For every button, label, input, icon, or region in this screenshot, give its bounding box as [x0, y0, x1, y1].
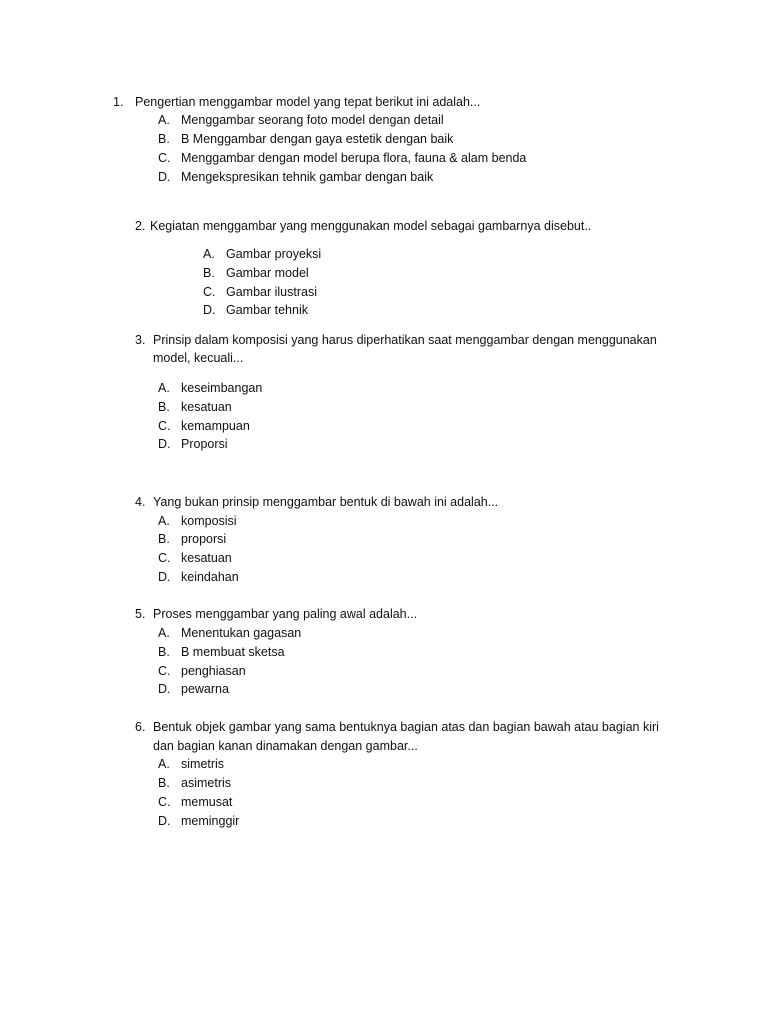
- option-letter: A.: [203, 247, 215, 261]
- option-letter: D.: [158, 814, 171, 828]
- option-text: keseimbangan: [181, 381, 263, 395]
- option-text: komposisi: [181, 514, 237, 528]
- option-text: Gambar ilustrasi: [226, 285, 317, 299]
- question-text: Prinsip dalam komposisi yang harus diperhatikan saat menggambar dengan menggunakan: [153, 333, 657, 347]
- question-text: Proses menggambar yang paling awal adalah...: [153, 607, 418, 621]
- option-text: Menentukan gagasan: [181, 626, 302, 640]
- question-number: 3.: [135, 333, 146, 347]
- option-letter: B.: [203, 266, 215, 280]
- question-number: 1.: [113, 95, 124, 109]
- option-letter: B.: [158, 645, 170, 659]
- option-letter: A.: [158, 381, 170, 395]
- option-letter: C.: [158, 795, 171, 809]
- question-number: 5.: [135, 607, 146, 621]
- option-letter: C.: [158, 419, 171, 433]
- option-text: asimetris: [181, 776, 232, 790]
- option-letter: A.: [158, 113, 170, 127]
- option-letter: D.: [203, 303, 216, 317]
- option-text: B membuat sketsa: [181, 645, 285, 659]
- option-letter: D.: [158, 570, 171, 584]
- option-text: Gambar tehnik: [226, 303, 308, 317]
- question-number: 2.: [135, 219, 146, 233]
- option-text: penghiasan: [181, 664, 246, 678]
- option-letter: A.: [158, 514, 170, 528]
- option-text: pewarna: [181, 682, 229, 696]
- option-text: Mengekspresikan tehnik gambar dengan baik: [181, 170, 434, 184]
- option-letter: A.: [158, 757, 170, 771]
- option-text: Gambar model: [226, 266, 309, 280]
- option-text: kemampuan: [181, 419, 250, 433]
- option-letter: C.: [158, 551, 171, 565]
- option-text: kesatuan: [181, 551, 232, 565]
- option-letter: C.: [203, 285, 216, 299]
- option-text: simetris: [181, 757, 225, 771]
- option-letter: A.: [158, 626, 170, 640]
- question-number: 6.: [135, 720, 146, 734]
- option-text: Gambar proyeksi: [226, 247, 322, 261]
- question-text: Yang bukan prinsip menggambar bentuk di bawah ini adalah...: [153, 495, 499, 509]
- question-text-continued: dan bagian kanan dinamakan dengan gambar...: [153, 739, 418, 753]
- option-text: Proporsi: [181, 437, 228, 451]
- question-number: 4.: [135, 495, 146, 509]
- question-text: Kegiatan menggambar yang menggunakan model sebagai gambarnya disebut..: [150, 219, 592, 233]
- option-letter: C.: [158, 151, 171, 165]
- question-text: Pengertian menggambar model yang tepat berikut ini adalah...: [135, 95, 481, 109]
- question-text-continued: model, kecuali...: [153, 351, 244, 365]
- option-letter: D.: [158, 682, 171, 696]
- option-text: kesatuan: [181, 400, 232, 414]
- option-text: Menggambar dengan model berupa flora, fauna & alam benda: [181, 151, 527, 165]
- option-letter: C.: [158, 664, 171, 678]
- option-text: Menggambar seorang foto model dengan detail: [181, 113, 444, 127]
- option-text: B Menggambar dengan gaya estetik dengan baik: [181, 132, 454, 146]
- option-letter: B.: [158, 132, 170, 146]
- question-text: Bentuk objek gambar yang sama bentuknya bagian atas dan bagian bawah atau bagian kiri: [153, 720, 659, 734]
- option-text: memusat: [181, 795, 233, 809]
- option-letter: D.: [158, 170, 171, 184]
- option-letter: D.: [158, 437, 171, 451]
- option-letter: B.: [158, 776, 170, 790]
- option-letter: B.: [158, 400, 170, 414]
- option-letter: B.: [158, 532, 170, 546]
- option-text: meminggir: [181, 814, 240, 828]
- option-text: proporsi: [181, 532, 227, 546]
- option-text: keindahan: [181, 570, 239, 584]
